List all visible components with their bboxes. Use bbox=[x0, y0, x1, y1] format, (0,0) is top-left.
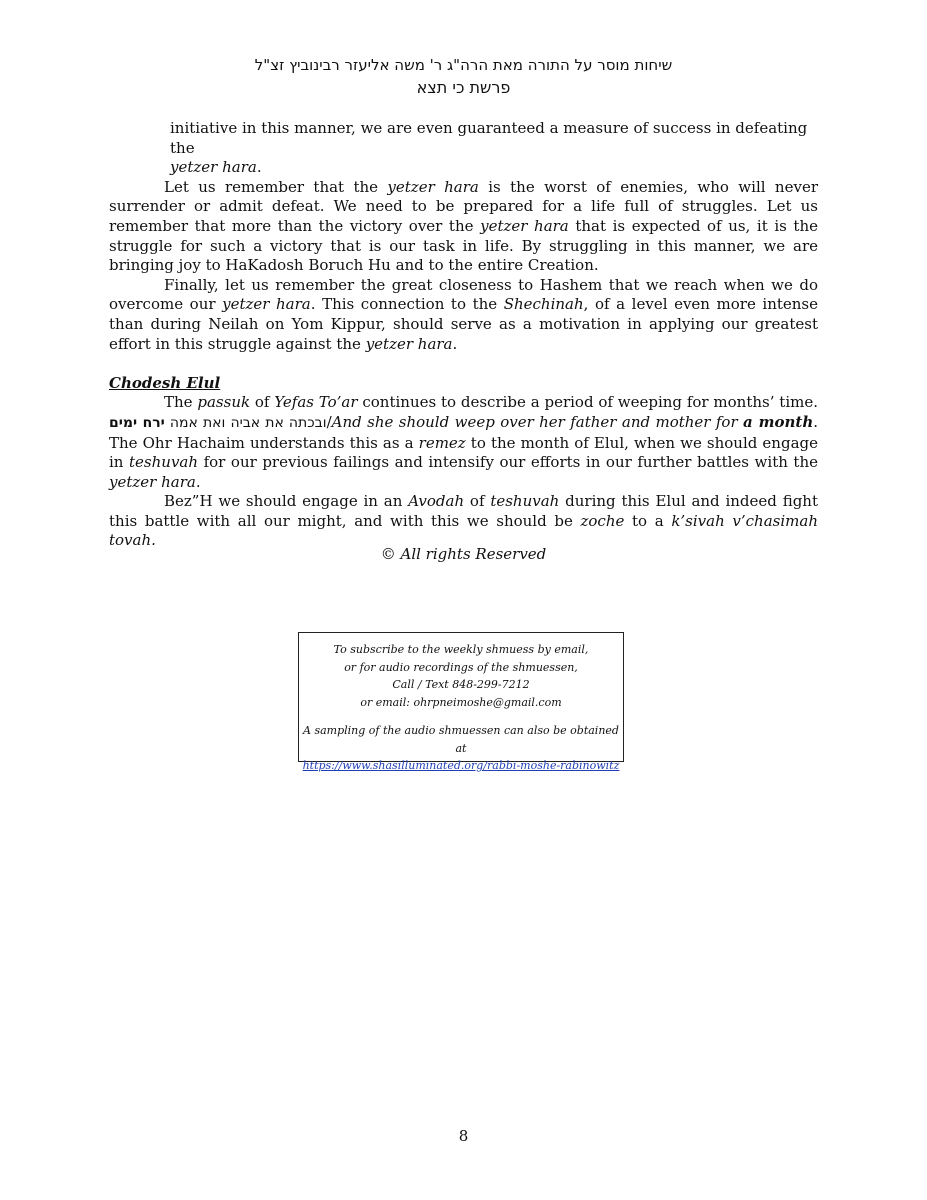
audio-link[interactable]: https://www.shasilluminated.org/rabbi-moshe-rabinowitz bbox=[302, 759, 620, 772]
subscribe-email: or email: ohrpneimoshe@gmail.com bbox=[360, 695, 562, 709]
header-title-hebrew: שיחות מוסר על התורה מאת הרה"ג ר' משה אליעזר רבינוביץ זצ"ל bbox=[254, 56, 673, 74]
section-title: Chodesh Elul bbox=[109, 373, 221, 392]
audio-sampling-text: A sampling of the audio shmuessen can also be obtained at bbox=[303, 724, 619, 755]
box-spacer bbox=[299, 711, 623, 722]
subscribe-box bbox=[298, 632, 624, 772]
quote-continuation: initiative in this manner, we are even guaranteed a measure of success in defeating the yetzer hara. bbox=[170, 119, 808, 177]
subscribe-line: To subscribe to the weekly shmuess by email, bbox=[333, 643, 589, 656]
hebrew-verse: ובכתה את אביה ואת אמה ירח ימים bbox=[109, 414, 327, 431]
subscribe-phone: Call / Text 848-299-7212 bbox=[392, 678, 530, 691]
paragraph-4: Bez”H we should engage in an Avodah of teshuvah during this Elul and indeed fight this battle with all our might, and with this we should be zoche to a k’sivah v’chasimah tovah. bbox=[109, 492, 818, 550]
page-header bbox=[0, 55, 927, 99]
paragraph-3: The passuk of Yefas To’ar continues to describe a period of weeping for months’ time. ובכתה את אביה ואת אמה ירח ימים /And she should weep over her father and mother for a month. The Ohr Hachaim understands this as a remez to the month of Elul, when we should engage in teshuvah for our previous failings and intensify our efforts in our further battles with the yetzer hara. bbox=[109, 393, 819, 491]
page-number: 8 bbox=[458, 1127, 469, 1145]
paragraph-gap bbox=[109, 354, 818, 374]
copyright-notice: © All rights Reserved bbox=[380, 545, 547, 563]
subscribe-line: or for audio recordings of the shmuessen, bbox=[344, 660, 578, 674]
paragraph-2: Finally, let us remember the great closeness to Hashem that we reach when we do overcome our yetzer hara. This connection to the Shechinah, of a level even more intense than during Neilah on Yom Kippur, should serve as a motivation in applying our greatest effort in this struggle against the yetzer hara. bbox=[109, 275, 819, 353]
paragraph-1: Let us remember that the yetzer hara is the worst of enemies, who will never surrender or admit defeat. We need to be prepared for a life full of struggles. Let us remember that more than the victory over the yetzer hara that is expected of us, it is the struggle for such a victory that is our task in life. By struggling in this manner, we are bringing joy to HaKadosh Boruch Hu and to the entire Creation. bbox=[109, 177, 819, 275]
header-parsha-hebrew: פרשת כי תצא bbox=[416, 78, 511, 97]
main-text bbox=[109, 119, 818, 551]
